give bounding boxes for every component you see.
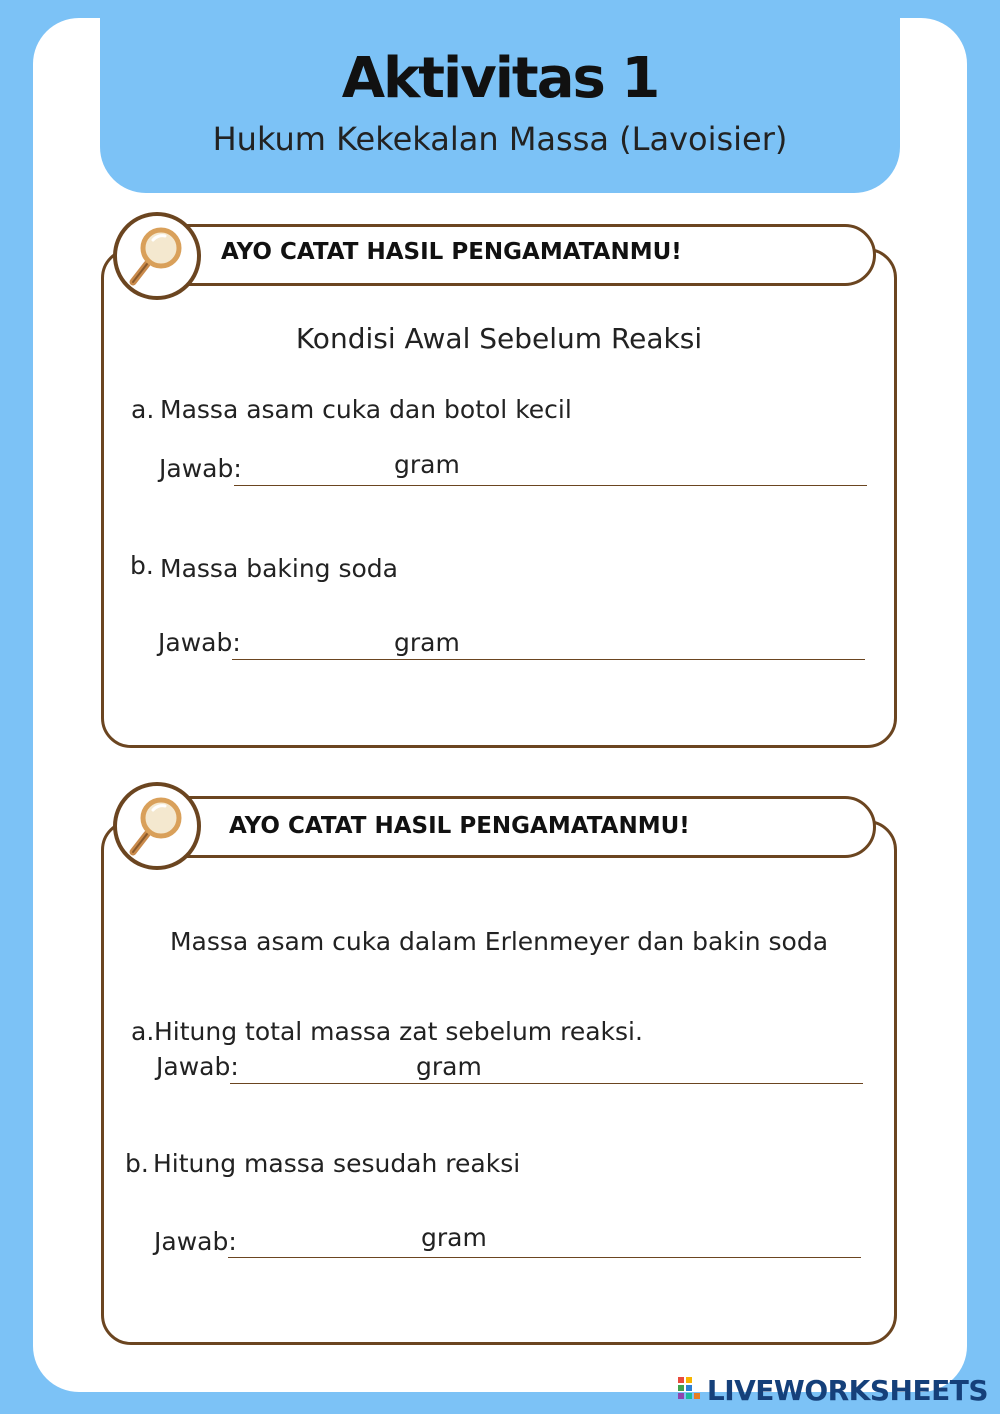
- section-2-heading: Massa asam cuka dalam Erlenmeyer dan bakin soda: [169, 927, 829, 956]
- page-title: Aktivitas 1: [341, 46, 659, 111]
- section-1-banner-text: AYO CATAT HASIL PENGAMATANMU!: [221, 239, 682, 265]
- question-text: Massa baking soda: [160, 554, 398, 583]
- magnifying-glass-icon: [113, 212, 201, 300]
- unit-label: gram: [394, 628, 460, 657]
- question-letter: b.: [130, 551, 154, 580]
- question-letter: a.: [131, 1017, 155, 1046]
- section-2-banner-text: AYO CATAT HASIL PENGAMATANMU!: [229, 813, 690, 839]
- liveworksheets-logo-icon: [677, 1376, 703, 1404]
- question-text: Hitung total massa zat sebelum reaksi.: [154, 1017, 643, 1046]
- question-text: Hitung massa sesudah reaksi: [153, 1149, 521, 1178]
- unit-label: gram: [421, 1223, 487, 1252]
- answer-label: Jawab:: [154, 1227, 237, 1256]
- answer-label: Jawab:: [158, 628, 241, 657]
- question-letter: a.: [131, 395, 155, 424]
- answer-line[interactable]: [230, 1083, 863, 1084]
- answer-label: Jawab:: [159, 454, 242, 483]
- page-subtitle: Hukum Kekekalan Massa (Lavoisier): [212, 120, 788, 158]
- answer-line[interactable]: [232, 659, 865, 660]
- answer-line[interactable]: [234, 485, 867, 486]
- watermark-text: LIVEWORKSHEETS: [706, 1373, 988, 1407]
- unit-label: gram: [394, 450, 460, 479]
- section-1-heading: Kondisi Awal Sebelum Reaksi: [295, 322, 703, 355]
- question-letter: b.: [125, 1149, 149, 1178]
- magnifying-glass-icon: [113, 782, 201, 870]
- question-text: Massa asam cuka dan botol kecil: [160, 395, 572, 424]
- answer-label: Jawab:: [156, 1052, 239, 1081]
- unit-label: gram: [416, 1052, 482, 1081]
- liveworksheets-watermark: [677, 1372, 988, 1408]
- answer-line[interactable]: [228, 1257, 861, 1258]
